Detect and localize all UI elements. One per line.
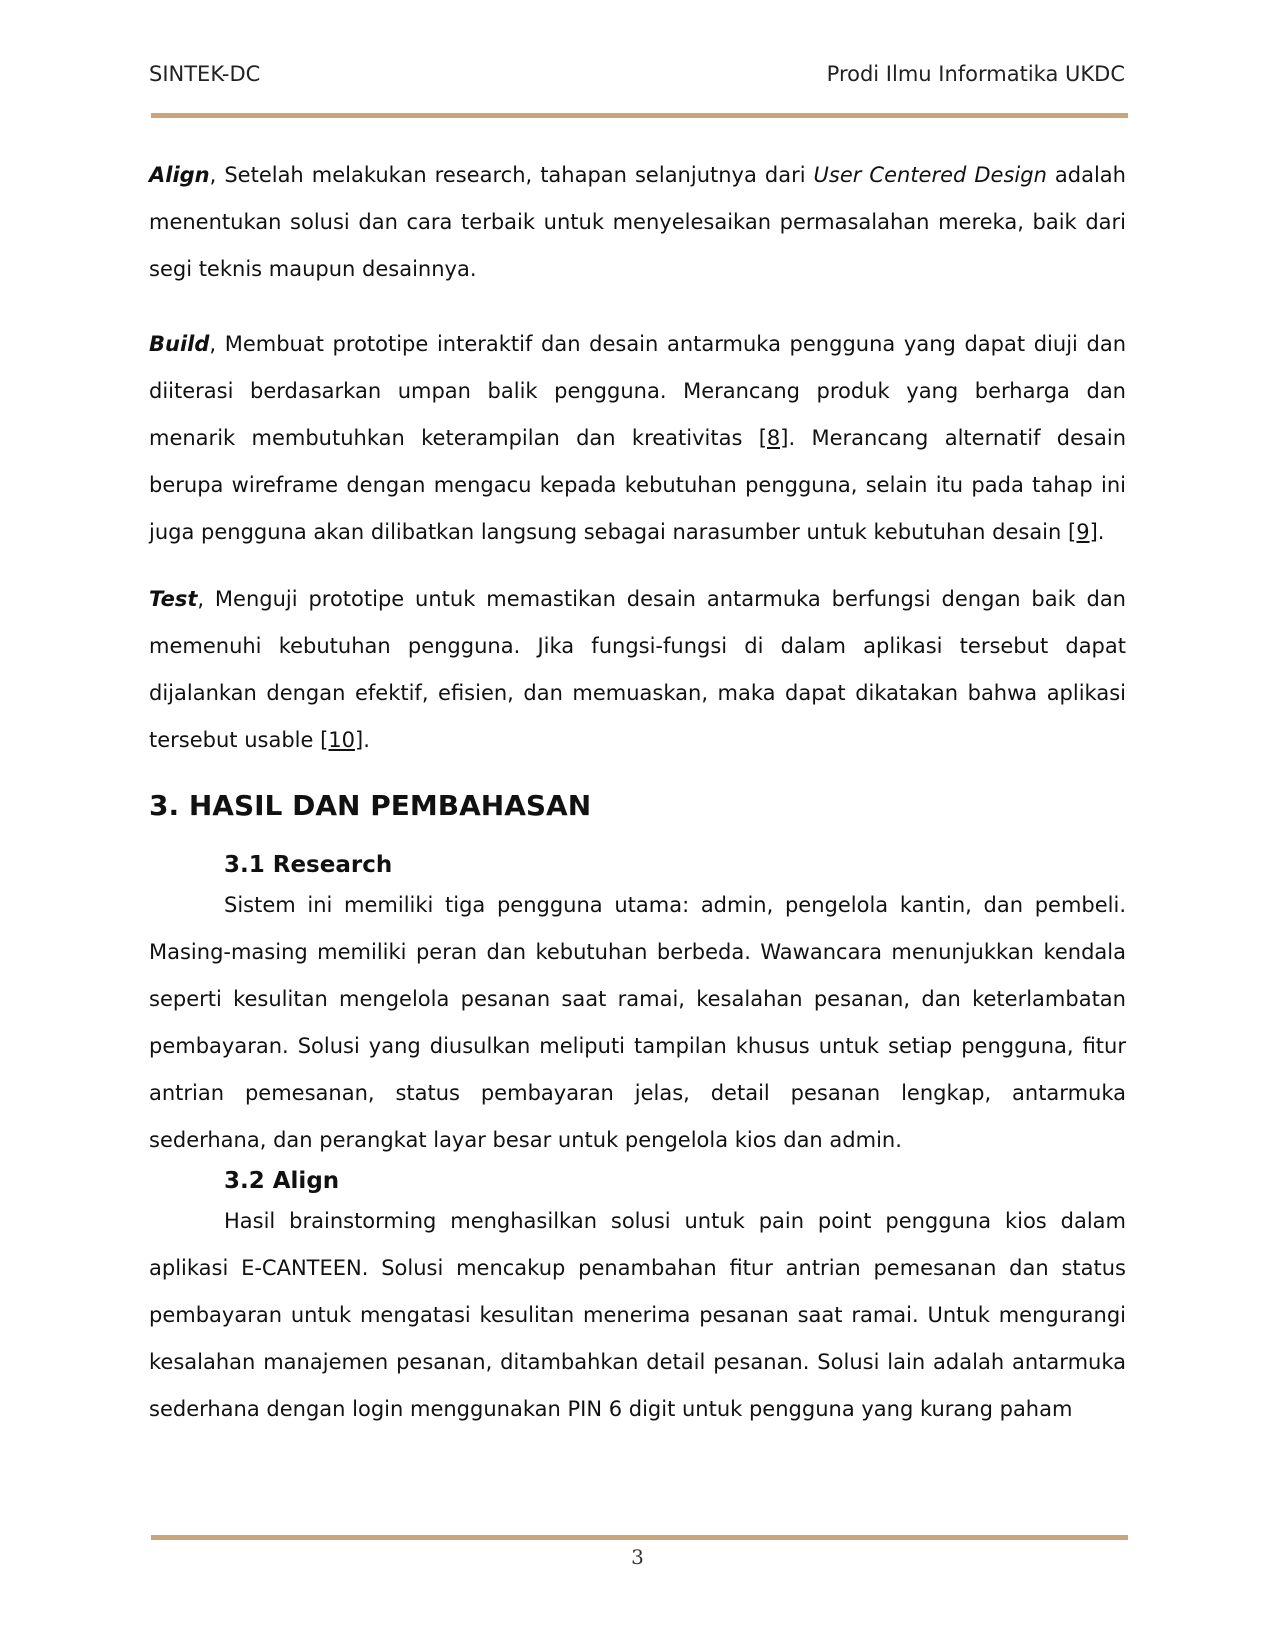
paragraph-align-results: Hasil brainstorming menghasilkan solusi untuk pain point pengguna kios dalam aplikasi E-CANTEEN. Solusi mencakup penambahan fitur antrian pemesanan dan status pembayaran untuk mengatasi kesulitan menerima pesanan saat ramai. Untuk mengurangi kesalahan manajemen pesanan, ditambahkan detail pesanan. Solusi lain adalah antarmuka sederhana dengan login menggunakan PIN 6 digit untuk pengguna yang kurang paham — [149, 1209, 1126, 1421]
page-number: 3 — [631, 1545, 644, 1569]
build-text-2: . Merancang alternatif desain berupa wireframe dengan mengacu kepada kebutuhan pengguna, selain itu pada tahap ini juga pengguna akan dilibatkan langsung sebagai narasumber untuk kebutuhan desain — [149, 426, 1127, 544]
running-header-department: Prodi Ilmu Informatika UKDC — [826, 62, 1125, 86]
align-text-1: , Setelah melakukan research, tahapan selanjutnya dari — [209, 163, 814, 187]
test-text-2: . — [363, 728, 370, 752]
subsection-heading-align: 3.2 Align — [224, 1168, 340, 1194]
footer-rule — [151, 1535, 1128, 1540]
term-align: Align — [149, 163, 210, 187]
term-user-centered-design: User Centered Design — [813, 163, 1047, 187]
paragraph-align — [149, 152, 1126, 293]
build-text-3: . — [1097, 520, 1105, 544]
section-heading-results: 3. HASIL DAN PEMBAHASAN — [149, 789, 592, 822]
citation-link-8[interactable]: [8] — [758, 426, 789, 450]
running-header-journal: SINTEK-DC — [149, 62, 261, 86]
term-test: Test — [149, 587, 198, 611]
subsection-heading-research: 3.1 Research — [224, 852, 393, 878]
paragraph-research: Sistem ini memiliki tiga pengguna utama: admin, pengelola kantin, dan pembeli. Masing-masing memiliki peran dan kebutuhan berbeda. Wawancara menunjukkan kendala seperti kesulitan mengelola pesanan saat ramai, kesalahan pesanan, dan keterlambatan pembayaran. Solusi yang diusulkan meliputi tampilan khusus untuk setiap pengguna, fitur antrian pemesanan, status pembayaran jelas, detail pesanan lengkap, antarmuka sederhana, dan perangkat layar besar untuk pengelola kios dan admin. — [149, 893, 1126, 1152]
build-text-1: , Membuat prototipe interaktif dan desain antarmuka pengguna yang dapat diuji dan diiterasi berdasarkan umpan balik pengguna. Merancang produk yang berharga dan menarik membutuhkan keterampilan dan kreativitas — [149, 332, 1126, 450]
paragraph-test — [149, 576, 1126, 764]
citation-link-9[interactable]: [9] — [1068, 520, 1098, 544]
citation-link-10[interactable]: [10] — [320, 728, 364, 752]
test-text-1: , Menguji prototipe untuk memastikan desain antarmuka berfungsi dengan baik dan memenuhi kebutuhan pengguna. Jika fungsi-fungsi di dalam aplikasi tersebut dapat dijalankan dengan efektif, efisien, dan memuaskan, maka dapat dikatakan bahwa aplikasi tersebut usable — [149, 587, 1126, 752]
paragraph-build — [149, 321, 1126, 556]
term-build: Build — [149, 332, 210, 356]
body-content — [149, 152, 1126, 1433]
header-rule — [151, 113, 1128, 118]
align-text-2: adalah menentukan solusi dan cara terbaik untuk menyelesaikan permasalahan mereka, baik dari segi teknis maupun desainnya. — [149, 163, 1126, 281]
